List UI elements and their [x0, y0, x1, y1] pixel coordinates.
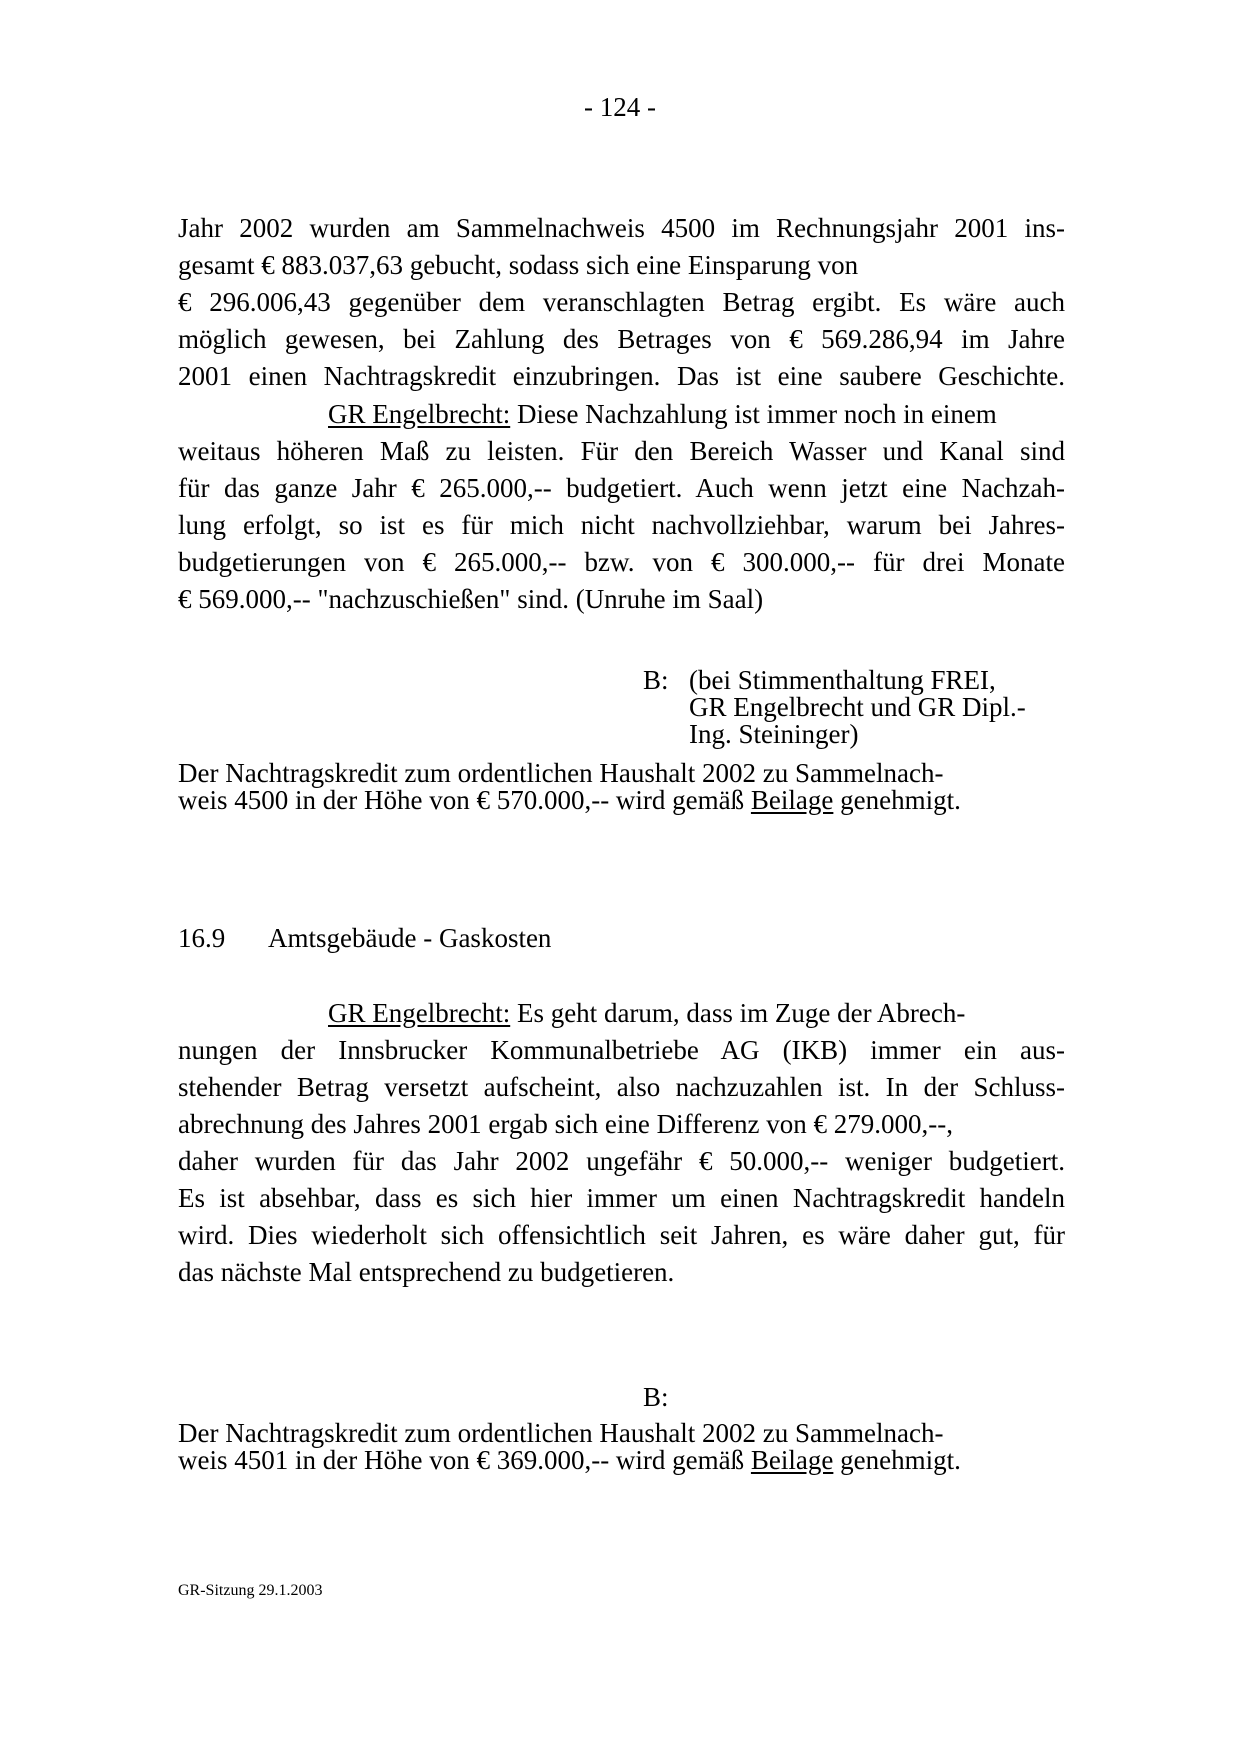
text-line: das nächste Mal entsprechend zu budgetieren. [178, 1257, 675, 1287]
page-footer: GR-Sitzung 29.1.2003 [178, 1582, 323, 1599]
text-line: 2001 einen Nachtragskredit einzubringen. Das ist eine saubere Geschichte. [178, 361, 1065, 391]
text-line: möglich gewesen, bei Zahlung des Betrages von € 569.286,94 im Jahre [178, 324, 1065, 354]
text-line: € 569.000,-- "nachzuschießen" sind. (Unruhe im Saal) [178, 584, 764, 614]
decision-label: B: [643, 1382, 669, 1412]
decision-text-line: Der Nachtragskredit zum ordentlichen Haushalt 2002 zu Sammelnach- [178, 758, 944, 788]
text-line: Jahr 2002 wurden am Sammelnachweis 4500 im Rechnungsjahr 2001 ins- [178, 213, 1065, 243]
decision-label: B: [643, 665, 669, 695]
decision-note-line: (bei Stimmenthaltung FREI, [689, 665, 996, 695]
decision-text-line: weis 4501 in der Höhe von € 369.000,-- wird gemäß Beilage genehmigt. [178, 1445, 961, 1475]
text-line: wird. Dies wiederholt sich offensichtlich seit Jahren, es wäre daher gut, für [178, 1220, 1065, 1250]
text-line: abrechnung des Jahres 2001 ergab sich eine Differenz von € 279.000,--, [178, 1109, 954, 1139]
decision-note-line: Ing. Steininger) [689, 719, 859, 749]
decision-text-line: Der Nachtragskredit zum ordentlichen Haushalt 2002 zu Sammelnach- [178, 1418, 944, 1448]
speaker-name: GR Engelbrecht: [328, 399, 511, 429]
text-line: nungen der Innsbrucker Kommunalbetriebe AG (IKB) immer ein aus- [178, 1035, 1065, 1065]
text-line: gesamt € 883.037,63 gebucht, sodass sich eine Einsparung von [178, 250, 859, 280]
decision-text-line: weis 4500 in der Höhe von € 570.000,-- wird gemäß Beilage genehmigt. [178, 785, 961, 815]
text-line: Es ist absehbar, dass es sich hier immer um einen Nachtragskredit handeln [178, 1183, 1065, 1213]
text-line: für das ganze Jahr € 265.000,-- budgetiert. Auch wenn jetzt eine Nachzah- [178, 473, 1065, 503]
text-line: stehender Betrag versetzt aufscheint, also nachzuzahlen ist. In der Schluss- [178, 1072, 1065, 1102]
text-line: lung erfolgt, so ist es für mich nicht nachvollziehbar, warum bei Jahres- [178, 510, 1065, 540]
section-number: 16.9 [178, 923, 226, 953]
decision-note-line: GR Engelbrecht und GR Dipl.- [689, 692, 1026, 722]
section-title: Amtsgebäude - Gaskosten [268, 923, 552, 953]
page-number: - 124 - [584, 92, 656, 122]
speech-first-line: GR Engelbrecht: Diese Nachzahlung ist immer noch in einem [328, 399, 997, 429]
text-line: daher wurden für das Jahr 2002 ungefähr € 50.000,-- weniger budgetiert. [178, 1146, 1065, 1176]
speech-first-line: GR Engelbrecht: Es geht darum, dass im Zuge der Abrech- [328, 998, 966, 1028]
speaker-name: GR Engelbrecht: [328, 998, 511, 1028]
attachment-reference: Beilage [750, 785, 834, 815]
text-line: weitaus höheren Maß zu leisten. Für den Bereich Wasser und Kanal sind [178, 436, 1065, 466]
text-line: € 296.006,43 gegenüber dem veranschlagten Betrag ergibt. Es wäre auch [178, 287, 1065, 317]
text-line: budgetierungen von € 265.000,-- bzw. von € 300.000,-- für drei Monate [178, 547, 1065, 577]
attachment-reference: Beilage [750, 1445, 834, 1475]
